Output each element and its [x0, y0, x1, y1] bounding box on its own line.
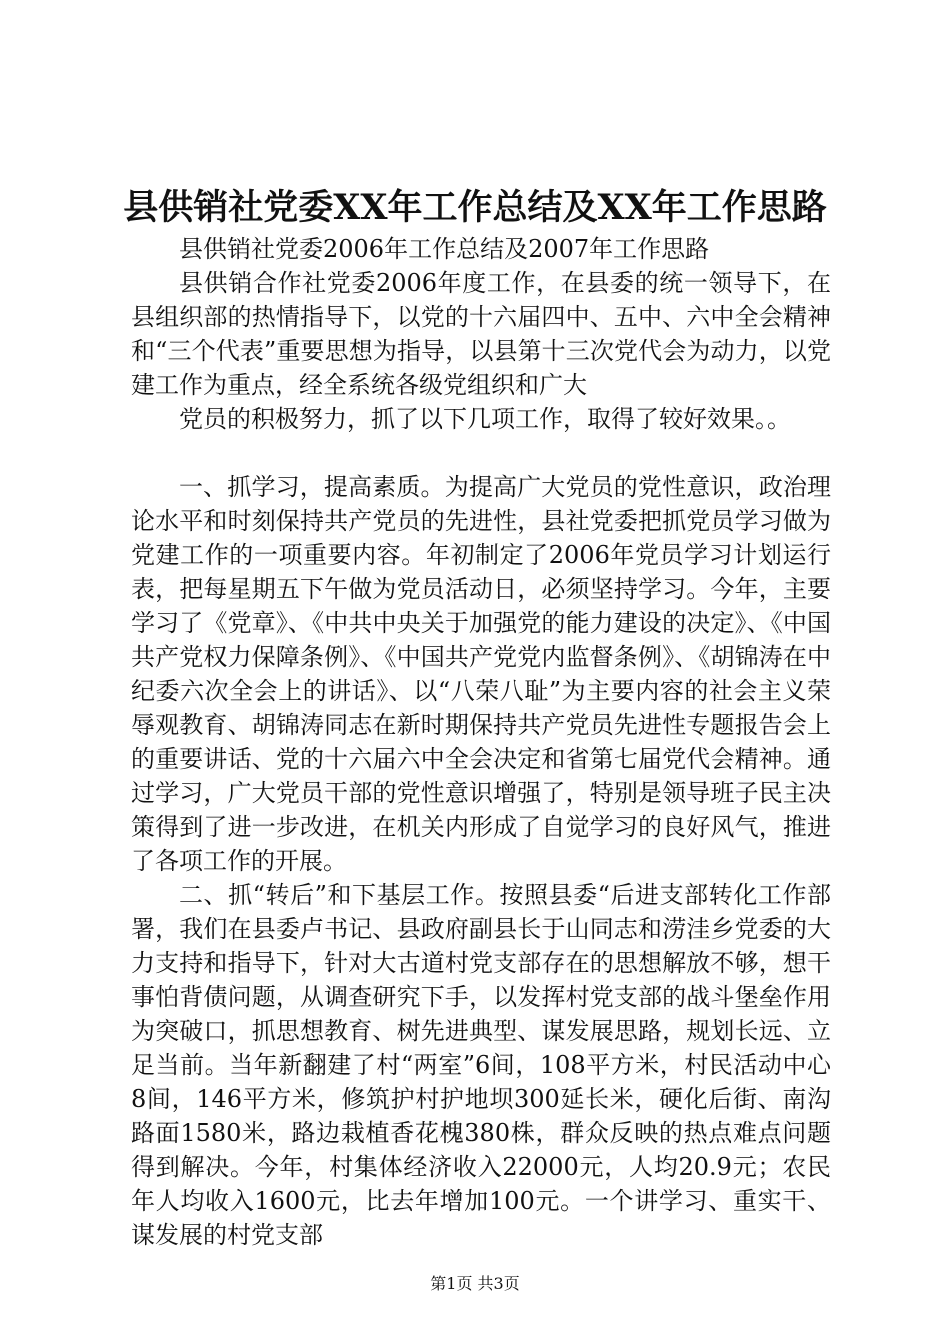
intro-continuation-paragraph: 党员的积极努力，抓了以下几项工作，取得了较好效果。。 — [179, 405, 791, 433]
section-one-paragraph: 一、抓学习，提高素质。为提高广大党员的党性意识，政治理论水平和时刻保持共产党员的先进性，县社党委把抓党员学习做为党建工作的一项重要内容。年初制定了2006年党员学习计划运行表，把每星期五下午做为党员活动日，必须坚持学习。今年，主要学习了《党章》、《中共中央关于加强党的能力建设的决定》、《中国共产党权力保障条例》、《中国共产党党内监督条例》、《胡锦涛在中纪委六次全会上的讲话》、以“八荣八耻”为主要内容的社会主义荣辱观教育、胡锦涛同志在新时期保持共产党员先进性专题报告会上的重要讲话、党的十六届六中全会决定和省第七届党代会精神。通过学习，广大党员干部的党性意识增强了，特别是领导班子民主决策得到了进一步改进，在机关内形成了自觉学习的良好风气，推进了各项工作的开展。 — [131, 473, 831, 875]
subtitle-paragraph: 县供销社党委2006年工作总结及2007年工作思路 — [179, 235, 710, 263]
page-number-footer: 第1页 共3页 — [430, 1274, 520, 1293]
document-title: 县供销社党委XX年工作总结及XX年工作思路 — [123, 187, 827, 228]
document-body — [131, 232, 831, 1252]
intro-paragraph: 县供销合作社党委2006年度工作，在县委的统一领导下，在县组织部的热情指导下，以党的十六届四中、五中、六中全会精神和“三个代表”重要思想为指导，以县第十三次党代会为动力，以党建工作为重点，经全系统各级党组织和广大 — [131, 269, 831, 399]
section-two-paragraph: 二、抓“转后”和下基层工作。按照县委“后进支部转化工作部署，我们在县委卢书记、县政府副县长于山同志和涝洼乡党委的大力支持和指导下，针对大古道村党支部存在的思想解放不够，想干事怕背债问题，从调查研究下手，以发挥村党支部的战斗堡垒作用为突破口，抓思想教育、树先进典型、谋发展思路，规划长远、立足当前。当年新翻建了村“两室”6间，108平方米，村民活动中心8间，146平方米，修筑护村护地坝300延长米，硬化后街、南沟路面1580米，路边栽植香花槐380株，群众反映的热点难点问题得到解决。今年，村集体经济收入22000元，人均20.9元；农民年人均收入1600元，比去年增加100元。一个讲学习、重实干、谋发展的村党支部 — [131, 881, 831, 1249]
